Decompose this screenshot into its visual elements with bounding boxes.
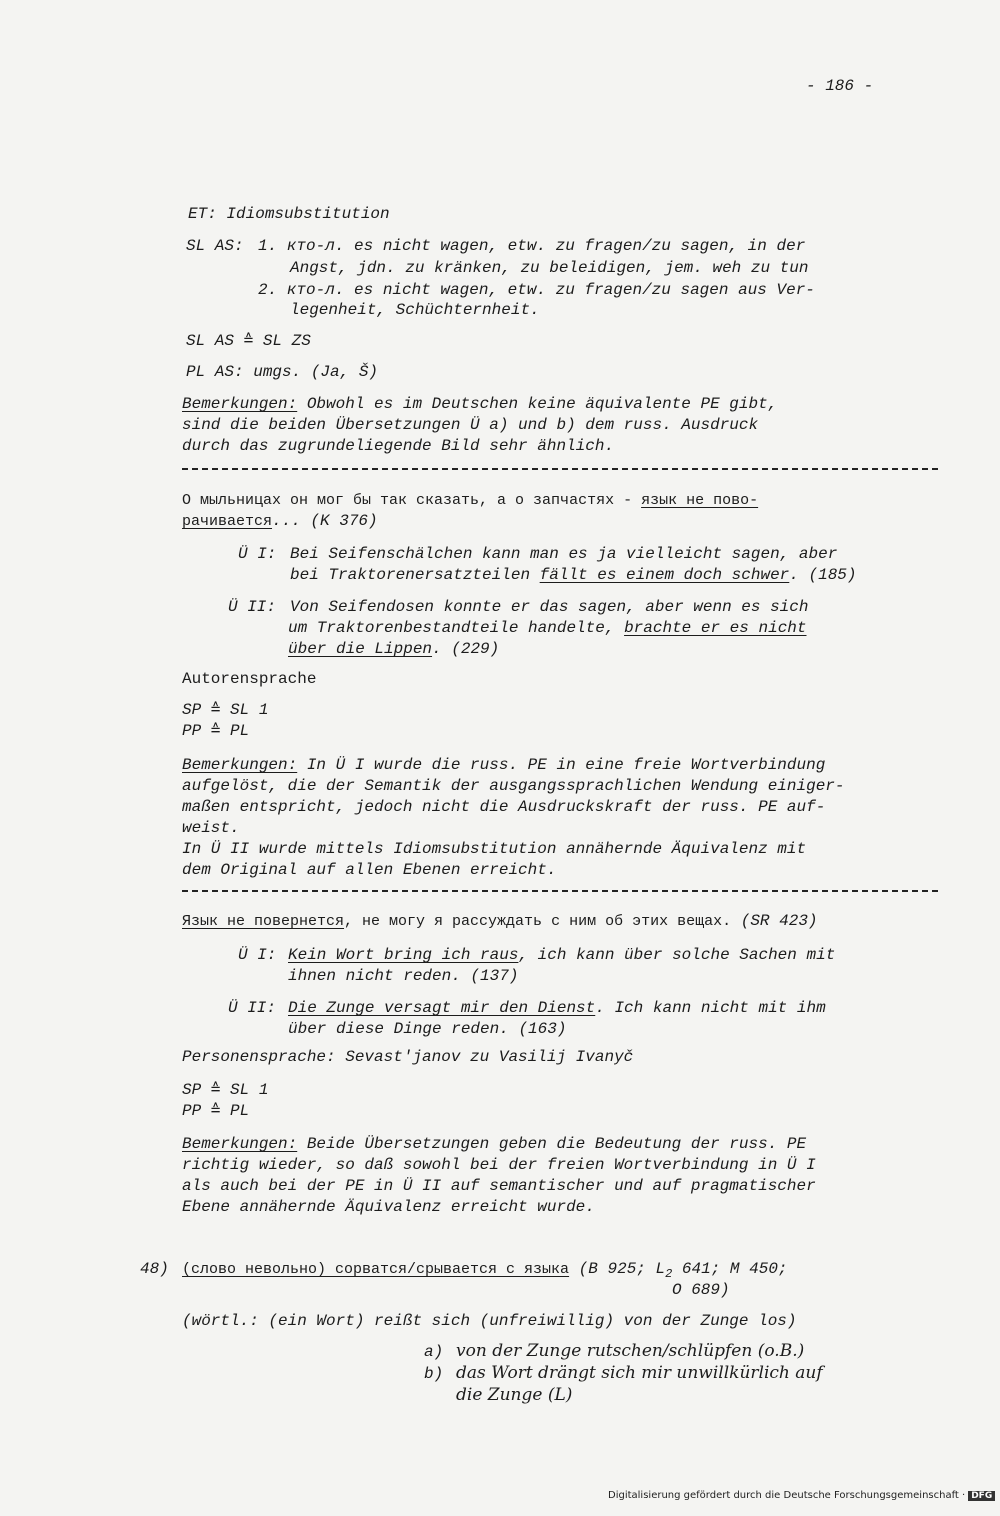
pl-line: PL AS: umgs. (Ja, Š) [186,363,379,381]
russian-example-1a: О мыльницах он мог бы так сказать, а о запчастях - язык не пово- [182,492,759,509]
remarks-2f: dem Original auf allen Ebenen erreicht. [182,861,557,879]
variant-b2: die Zunge (L) [456,1385,573,1405]
translation-label: Ü II: [228,999,277,1017]
translation-3b: ihnen nicht reden. (137) [288,967,519,985]
remarks-1c: durch das zugrundeliegende Bild sehr ähnlich. [182,437,615,455]
remarks-label: Bemerkungen: [182,1135,298,1153]
sl-meaning-1b: Angst, jdn. zu kränken, zu beleidigen, jem. weh zu tun [290,259,809,277]
russian-example-2: Язык не повернется, не могу я рассуждать с ним об этих вещах. (SR 423) [182,912,818,930]
remarks-2b: aufgelöst, die der Semantik der ausgangssprachlichen Wendung einiger- [182,777,845,795]
translation-label: Ü I: [238,946,277,964]
variant-a: von der Zunge rutschen/schlüpfen (o.B.) [456,1341,805,1361]
translation-4a: Die Zunge versagt mir den Dienst. Ich kann nicht mit ihm [288,999,826,1017]
translation-2a: Von Seifendosen konnte er das sagen, aber wenn es sich [290,598,809,616]
footer-credit: Digitalisierung gefördert durch die Deutsche Forschungsgemeinschaft · DFG [608,1490,995,1501]
remarks-2a: Bemerkungen: In Ü I wurde die russ. PE in eine freie Wortverbindung [182,756,826,774]
sl-meaning-2a: 2. кто-л. es nicht wagen, etw. zu fragen/zu sagen aus Ver- [258,281,815,299]
remarks-2e: In Ü II wurde mittels Idiomsubstitution annähernde Äquivalenz mit [182,840,807,858]
entry-headword: (слово невольно) сорватся/срывается с языка (B 925; $L_2$ 641; M 450; [182,1260,788,1282]
remarks-label: Bemerkungen: [182,756,298,774]
remarks-3c: als auch bei der PE in Ü II auf semantischer und auf pragmatischer [182,1177,816,1195]
dfg-logo: DFG [968,1491,995,1501]
pp-equivalence: PP ≙ PL [182,722,250,740]
remarks-3b: richtig wieder, so daß sowohl bei der freien Wortverbindung in Ü I [182,1156,816,1174]
translation-2c: über die Lippen. (229) [288,640,500,658]
variant-a-label: a) [424,1343,444,1361]
translation-label: Ü II: [228,598,277,616]
translation-1a: Bei Seifenschälchen kann man es ja vielleicht sagen, aber [290,545,838,563]
translation-4b: über diese Dinge reden. (163) [288,1020,567,1038]
remarks-2c: maßen entspricht, jedoch nicht die Ausdruckskraft der russ. PE auf- [182,798,826,816]
pp-equivalence: PP ≙ PL [182,1102,250,1120]
literal-translation: (wörtl.: (ein Wort) reißt sich (unfreiwillig) von der Zunge los) [182,1312,797,1330]
translation-2b: um Traktorenbestandteile handelte, brachte er es nicht [288,619,807,637]
remarks-3a: Bemerkungen: Beide Übersetzungen geben die Bedeutung der russ. PE [182,1135,807,1153]
speech-type: Personensprache: Sevast'janov zu Vasilij Ivanyč [182,1048,634,1066]
remarks-1b: sind die beiden Übersetzungen Ü a) und b) dem russ. Ausdruck [182,416,759,434]
sl-meaning-1a: 1. кто-л. es nicht wagen, etw. zu fragen/zu sagen, in der [258,237,806,255]
sp-equivalence: SP ≙ SL 1 [182,701,269,719]
translation-3a: Kein Wort bring ich raus, ich kann über solche Sachen mit [288,946,836,964]
et-line: ET: Idiomsubstitution [188,205,390,223]
translation-1b: bei Traktorenersatzteilen fällt es einem doch schwer. (185) [290,566,857,584]
variant-b1: das Wort drängt sich mir unwillkürlich auf [456,1363,823,1383]
entry-number: 48) [140,1260,169,1278]
remarks-label: Bemerkungen: [182,395,298,413]
translation-label: Ü I: [238,545,277,563]
sl-meaning-2b: legenheit, Schüchternheit. [290,301,540,319]
remarks-2d: weist. [182,819,240,837]
sl-equivalence: SL AS ≙ SL ZS [186,332,311,350]
russian-example-1b: рачивается... (K 376) [182,512,378,530]
variant-b-label: b) [424,1365,444,1383]
page-number: - 186 - [806,77,874,95]
divider [182,890,938,892]
remarks-1a: Bemerkungen: Obwohl es im Deutschen keine äquivalente PE gibt, [182,395,778,413]
speech-type: Autorensprache [182,670,317,688]
sl-label: SL AS: [186,237,244,255]
divider [182,468,938,470]
remarks-3d: Ebene annähernde Äquivalenz erreicht wurde. [182,1198,595,1216]
entry-refs-cont: O 689) [672,1281,730,1299]
sp-equivalence: SP ≙ SL 1 [182,1081,269,1099]
